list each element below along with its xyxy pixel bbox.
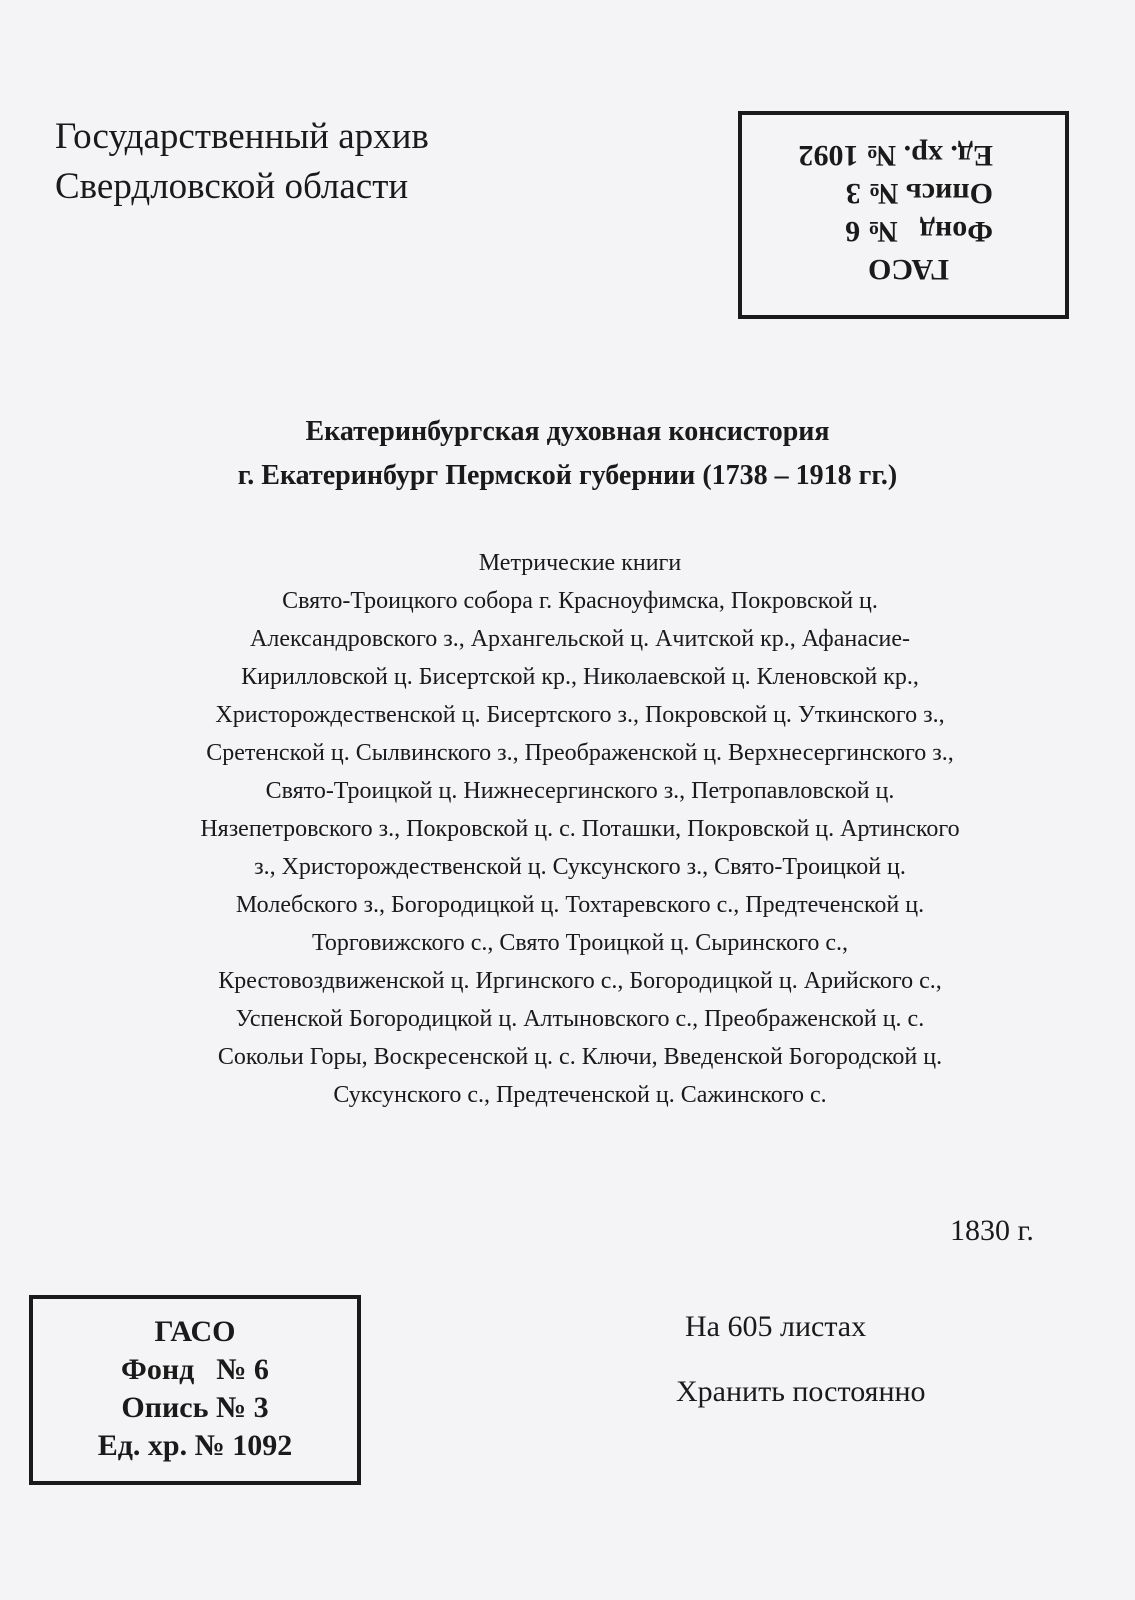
body-line: Торговижского с., Свято Троицкой ц. Сыринского с., <box>311 930 849 956</box>
body-line: Нязепетровского з., Покровской ц. с. Поташки, Покровской ц. Артинского <box>200 816 960 842</box>
heading-line1: Екатеринбургская духовная консистория <box>305 416 830 447</box>
archive-name-line2: Свердловской области <box>55 166 409 207</box>
body-line: з., Христорождественской ц. Суксунского з., Свято-Троицкой ц. <box>254 854 906 880</box>
archive-stamp-inverted <box>738 111 1069 319</box>
heading-line2: г. Екатеринбург Пермской губернии (1738 – 1918 гг.) <box>237 460 898 491</box>
stamp-title: ГАСО <box>868 253 949 286</box>
stamp-opis: Опись № 3 <box>845 177 993 210</box>
storage-note: Хранить постоянно <box>676 1375 926 1408</box>
body-line: Молебского з., Богородицкой ц. Тохтаревского с., Предтеченской ц. <box>235 892 925 918</box>
body-line: Сретенской ц. Сылвинского з., Преображенской ц. Верхнесергинского з., <box>206 740 954 766</box>
body-line: Метрические книги <box>478 550 682 576</box>
archive-name-line1: Государственный архив <box>55 116 429 157</box>
body-line: Крестовоздвиженской ц. Иргинского с., Богородицкой ц. Арийского с., <box>218 968 942 994</box>
document-year: 1830 г. <box>950 1214 1034 1247</box>
stamp-unit: Ед. хр. № 1092 <box>798 139 993 172</box>
body-line: Кирилловской ц. Бисертской кр., Николаевской ц. Кленовской кр., <box>241 664 919 690</box>
stamp-title: ГАСО <box>154 1315 236 1348</box>
body-line: Сокольи Горы, Воскресенской ц. с. Ключи, Введенской Богородской ц. <box>217 1044 943 1070</box>
archive-name <box>55 112 429 212</box>
document-body <box>100 544 1060 1114</box>
document-heading <box>0 410 1135 498</box>
body-line: Успенской Богородицкой ц. Алтыновского с., Преображенской ц. с. <box>235 1006 925 1032</box>
stamp-fond: Фонд№ 6 <box>845 215 993 248</box>
stamp-unit: Ед. хр. № 1092 <box>97 1429 293 1462</box>
sheet-count: На 605 листах <box>685 1310 867 1343</box>
body-line: Христорождественской ц. Бисертского з., Покровской ц. Уткинского з., <box>215 702 945 728</box>
body-line: Свято-Троицкой ц. Нижнесергинского з., Петропавловской ц. <box>265 778 895 804</box>
stamp-fond: Фонд № 6 <box>121 1353 269 1386</box>
archive-stamp <box>29 1295 361 1485</box>
body-line: Суксунского с., Предтеченской ц. Сажинского с. <box>333 1082 827 1108</box>
body-line: Александровского з., Архангельской ц. Ачитской кр., Афанасие- <box>250 626 910 652</box>
body-line: Свято-Троицкого собора г. Красноуфимска, Покровской ц. <box>282 588 878 614</box>
stamp-opis: Опись № 3 <box>121 1391 269 1424</box>
